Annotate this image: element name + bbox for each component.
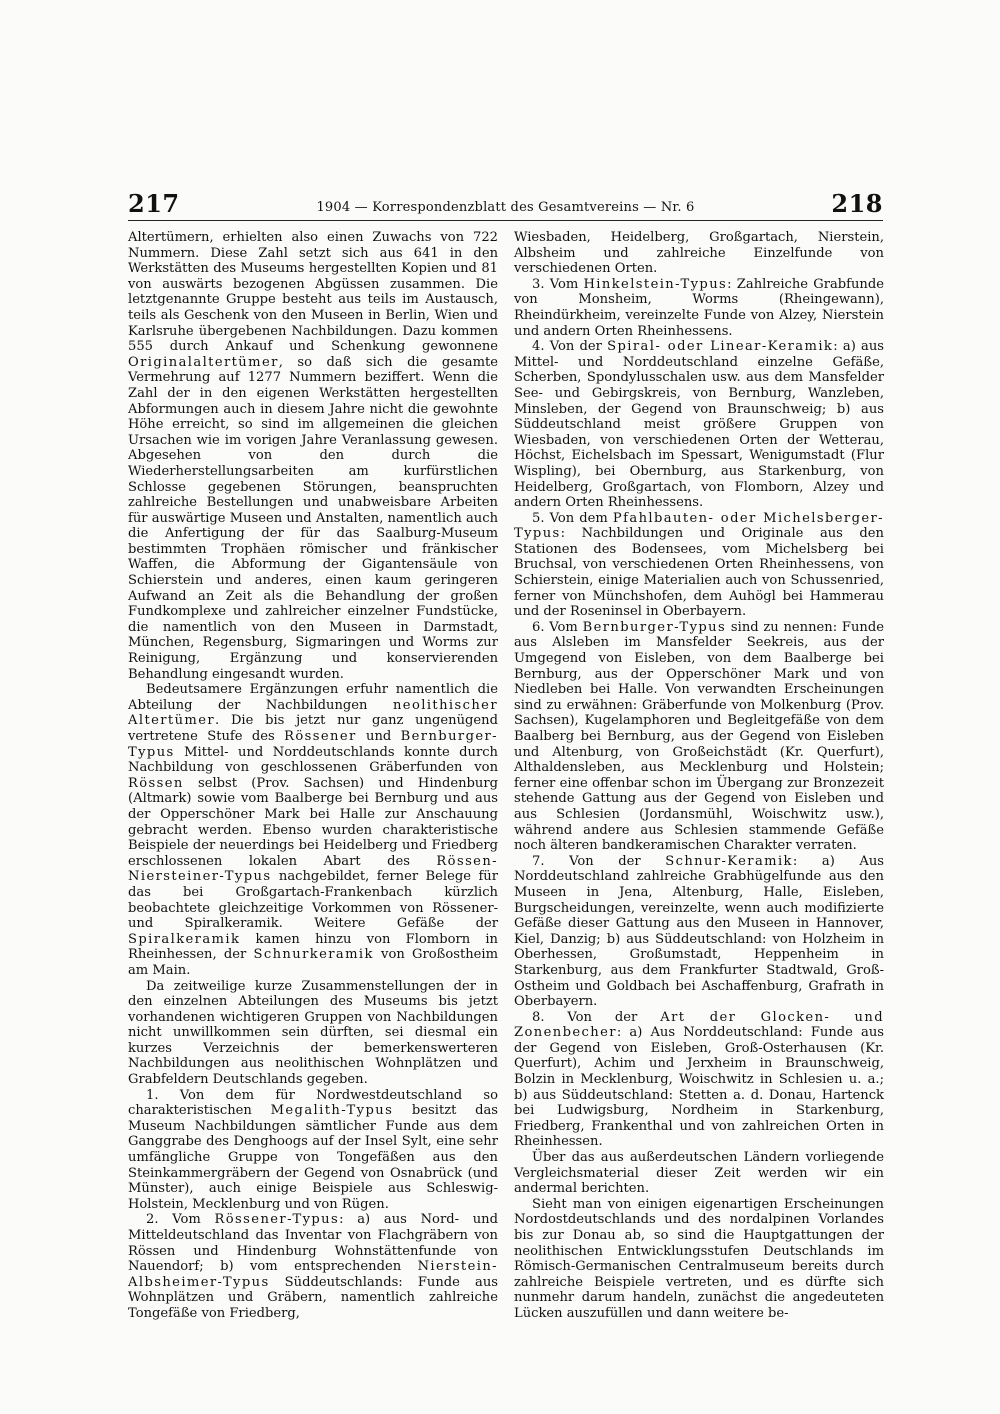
text-run: : Nachbildungen und Originale aus den Stationen des Bodensees, vom Michelsberg bei Bruchsal, von verschiedenen Orten Rheinhessens, von Schierstein, einige Materialien auch von Schussenried, ferner von Münchshofen, dem Auhögl bei Hammerau und der Roseninsel in Oberbayern. [514,526,884,620]
text-run: : a) aus Nord- und Mitteldeutschland das Inventar von Flachgräbern von Rössen und Hindenburg Wohnstättenfunde von Nauendorf; b) vom entsprechenden [128,1212,498,1275]
text-run: Altertümern, erhielten also einen Zuwachs von 722 Nummern. Diese Zahl setzt sich aus 641 in den Werkstätten des Museums hergestellten Kopien und 81 von auswärts bezogenen Abgüssen zusammen. Die letztgenannte Gruppe besteht aus teils im Austausch, teils als Geschenk von den Museen in Berlin, Wien und Karlsruhe übergebenen Nachbildungen. Dazu kommen 555 durch Ankauf und Schenkung gewonnene [128,230,498,355]
text-run: Süddeutschlands: Funde aus Wohnplätzen und Gräbern, namentlich zahlreiche Tongefäße von Friedberg, [128,1274,498,1321]
spaced-emphasis-text: Rössener [284,729,357,744]
spaced-emphasis-text: Art der Glocken- und Zonenbecher [514,1009,884,1041]
text-run: Sieht man von einigen eigenartigen Erscheinungen Nordostdeutschlands und des nordalpinen Vorlandes bis zur Donau ab, so sind die Hauptgattungen der neolithischen Entwicklungsstufen Deutschlands im Römisch-Germanischen Centralmuseum bereits durch zahlreiche Beispiele vertreten, und es dürfte sich nunmehr darum handeln, zunächst die angedeuteten Lücken auszufüllen und dann weitere be- [514,1196,884,1321]
text-run: und [356,729,401,744]
text-run: sind zu nennen: Funde aus Alsleben im Mansfelder Seekreis, aus der Umgegend von Eisleben, von dem Baalberge bei Bernburg, aus der Opperschöner Mark und von Niedleben bei Halle. Von verwandten Erscheinungen sind zu erwähnen: Gräberfunde von Molkenburg (Prov. Sachsen), Kugelamphoren und Begleitgefäße von dem Baalberg bei Bernburg, aus der Gegend von Eisleben und Altenburg, von Großeichstädt (Kr. Querfurt), Althaldensleben, aus Mecklenburg und Holstein; ferner eine offenbar schon im Übergang zur Bronzezeit stehende Gattung aus der Gegend von Eisleben und aus Schlesien (Jordansmühl, Woischwitz usw.), während andere aus Schlesien stammende Gefäße noch älteren bandkeramischen Charakter verraten. [514,619,884,854]
paragraph [128,230,498,682]
page-number-left: 217 [128,189,180,218]
text-run: 7. Von der [532,853,666,869]
spaced-emphasis-text: Hinkelstein-Typus [583,276,728,292]
spaced-emphasis-text: Spiralkeramik [128,931,241,947]
paragraph [514,511,884,620]
spaced-emphasis-text: Megalith-Typus [270,1103,394,1119]
spaced-emphasis-text: Schnurkeramik [253,947,374,963]
spaced-emphasis-text: Bernburger-Typus [128,729,498,760]
paragraph [514,1197,884,1322]
text-run: Bedeutsamere Ergänzungen erfuhr namentlich die Abteilung der Nachbildungen [128,682,498,713]
text-run: 6. Vom [532,619,583,635]
text-run: 4. Von der [532,339,608,355]
paragraph [514,339,884,511]
paragraph [514,1010,884,1150]
page-number-right: 218 [831,189,883,218]
text-run: . Die bis jetzt nur ganz ungenügend vertretene Stufe des [128,713,498,744]
spaced-emphasis-text: Schnur-Keramik [665,853,793,869]
text-run: Mittel- und Norddeutschlands konnte durch Nachbildung von geschlossenen Gräberfunden von [128,744,498,776]
text-run: 5. Von dem [532,510,613,526]
spaced-emphasis-text: Originalaltertümer [128,354,279,370]
running-title: 1904 — Korrespondenzblatt des Gesamtvereins — Nr. 6 [316,200,695,215]
text-run: besitzt das Museum Nachbildungen sämtlicher Funde aus dem Ganggrabe des Denghoogs auf der Insel Sylt, eine sehr umfängliche Gruppe von Tongefäßen aus den Steinkammergräbern der Gegend von Osnabrück (und Münster), auch einige Beispiele aus Schleswig-Holstein, Mecklenburg und von Rügen. [128,1103,498,1212]
spaced-emphasis-text: Pfahlbauten- oder Michelsberger-Typus [514,510,884,542]
paragraph [514,620,884,854]
text-run: Über das aus außerdeutschen Ländern vorliegende Vergleichsmaterial dieser Zeit werden wir ein andermal berichten. [514,1150,884,1197]
spaced-emphasis-text: Nierstein-Albsheimer-Typus [128,1259,498,1290]
left-column [128,230,498,1322]
text-run: : Zahlreiche Grabfunde von Monsheim, Worms (Rheingewann), Rheindürkheim, vereinzelte Funde von Alzey, Nierstein und andern Orten Rheinhessens. [514,276,884,339]
text-run: 1. Von dem für Nordwestdeutschland so charakteristischen [128,1087,498,1119]
text-run: von Großostheim am Main. [128,947,498,978]
right-column [514,230,884,1322]
text-run: Wiesbaden, Heidelberg, Großgartach, Nierstein, Albsheim und zahlreiche Einzelfunde von verschiedenen Orten. [514,230,884,277]
spaced-emphasis-text: Rössen [128,775,184,791]
paragraph [514,854,884,1010]
paragraph [128,682,498,978]
paragraph [128,979,498,1088]
text-run: 3. Vom [532,276,584,292]
paragraph [514,230,884,277]
spaced-emphasis-text: Rössener-Typus [214,1212,340,1228]
text-run: selbst (Prov. Sachsen) und Hindenburg (Altmark) sowie vom Baalberge bei Bernburg und aus der Opperschöner Mark bei Halle zur Anschauung gebracht werden. Ebenso wurden charakteristische Beispiele der neuerdings bei Heidelberg und Friedberg erschlossenen lokalen Abart des [128,775,498,869]
spaced-emphasis-text: Rössen-Niersteiner-Typus [128,853,498,885]
page-header [128,186,883,221]
paragraph [128,1088,498,1213]
text-run: kamen hinzu von Flomborn in Rheinhessen, der [128,931,498,963]
text-run: Da zeitweilige kurze Zusammenstellungen der in den einzelnen Abteilungen des Museums bis jetzt vorhandenen wichtigeren Gruppen von Nachbildungen nicht unwillkommen sein dürften, sei diesmal ein kurzes Verzeichnis der bemerkenswerteren Nachbildungen aus neolithischen Wohnplätzen und Grabfeldern Deutschlands gegeben. [128,978,498,1088]
text-run: , so daß sich die gesamte Vermehrung auf 1277 Nummern beziffert. Wenn die Zahl der in den eigenen Werkstätten hergestellten Abformungen auch in diesem Jahre nicht die gewohnte Höhe erreicht, so sind im allgemeinen die gleichen Ursachen wie im vorigen Jahre Veranlassung gewesen. Abgesehen von den durch die Wiederherstellungsarbeiten am kurfürstlichen Schlosse gegebenen Störungen, beanspruchten zahlreiche Bestellungen und unabweisbare Arbeiten für auswärtige Museen und Anstalten, namentlich auch die Anfertigung der für das Saalburg-Museum bestimmten Trophäen römischer und fränkischer Waffen, die Abformung der Gigantensäule von Schierstein und anderes, einen kaum geringeren Aufwand an Zeit als die Behandlung der großen Fundkomplexe und zahlreicher einzelner Fundstücke, die namentlich von den Museen in Darmstadt, München, Regensburg, Sigmaringen und Worms zur Reinigung, Ergänzung und konservierenden Behandlung eingesandt wurden. [128,354,498,682]
text-run: 8. Von der [532,1009,661,1025]
spaced-emphasis-text: Spiral- oder Linear-Keramik [607,339,834,355]
text-run: 2. Vom [146,1212,215,1228]
spaced-emphasis-text: neolithischer Altertümer [128,697,498,729]
text-run: : a) Aus Norddeutschland: Funde aus der Gegend von Eisleben, Groß-Osterhausen (Kr. Querfurt), Achim und Jerxheim in Braunschweig, Bolzin in Mecklenburg, Woischwitz in Schlesien u. a.; b) aus Süddeutschland: Stetten a. d. Donau, Hartenck bei Ludwigsburg, Nordheim in Starkenburg, Friedberg, Frankenthal und von zahlreichen Orten in Rheinhessen. [514,1025,884,1150]
paragraph [514,1150,884,1197]
paragraph [514,277,884,339]
paragraph [128,1212,498,1321]
text-run: nachgebildet, ferner Belege für das bei Großgartach-Frankenbach kürzlich beobachtete gleichzeitige Vorkommen von Rössener- und Spiralkeramik. Weitere Gefäße der [128,869,498,932]
spaced-emphasis-text: Bernburger-Typus [582,619,727,635]
text-run: : a) aus Mittel- und Norddeutschland einzelne Gefäße, Scherben, Spondylusschalen usw. aus dem Mansfelder See- und Gebirgskreis, von Bernburg, Wanzleben, Minsleben, der Gegend von Braunschweig; b) aus Süddeutschland meist größere Gruppen von Wiesbaden, von verschiedenen Orten der Wetterau, Höchst, Eichelsbach im Spessart, Wenigumstadt (Flur Wispling), bei Obernburg, aus Starkenburg, von Heidelberg, Großgartach, von Flomborn, Alzey und andern Orten Rheinhessens. [514,339,884,511]
text-run: : a) Aus Norddeutschland zahlreiche Grabhügelfunde aus den Museen in Jena, Altenburg, Halle, Eisleben, Burgscheidungen, vereinzelte, wenn auch modifizierte Gefäße dieser Gattung aus den Museen in Hannover, Kiel, Danzig; b) aus Süddeutschland: von Holzheim in Oberhessen, Großumstadt, Heppenheim in Starkenburg, aus dem Frankfurter Stadtwald, Groß-Ostheim und Goldbach bei Aschaffenburg, Grafrath in Oberbayern. [514,853,884,1010]
